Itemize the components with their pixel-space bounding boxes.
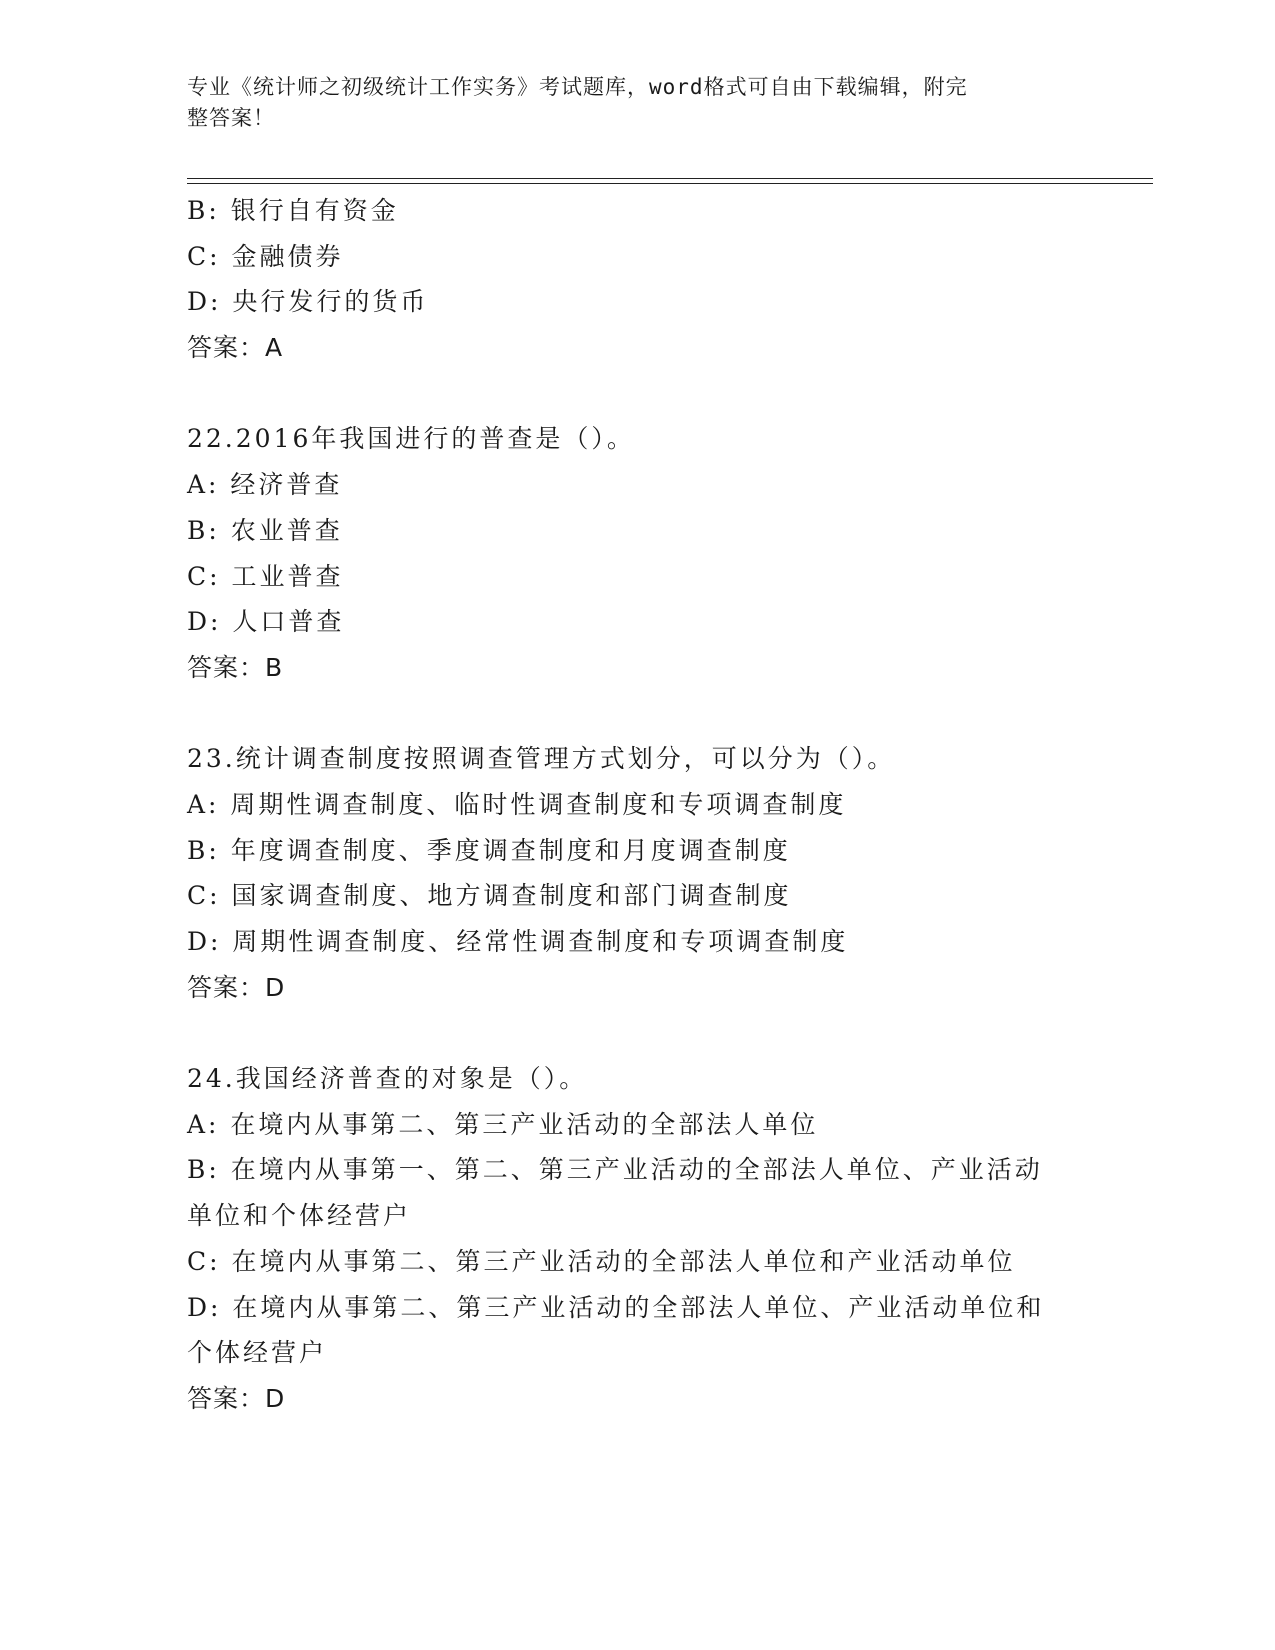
question-24 <box>187 1056 1087 1422</box>
question-23 <box>187 736 1087 1010</box>
option-c: C: 工业普查 <box>187 561 344 591</box>
document-header <box>187 72 1067 134</box>
question-stem: 23.统计调查制度按照调查管理方式划分，可以分为（）。 <box>187 744 896 774</box>
question-21-continued <box>187 188 1087 371</box>
option-b: B: 农业普查 <box>187 515 343 545</box>
header-line-2: 整答案！ <box>187 106 275 130</box>
question-spacer <box>187 371 1087 417</box>
question-stem: 24.我国经济普查的对象是（）。 <box>187 1064 588 1094</box>
option-b: B: 银行自有资金 <box>187 196 399 225</box>
question-stem: 22.2016年我国进行的普查是（）。 <box>187 424 635 454</box>
option-b-continued: 单位和个体经营户 <box>187 1201 412 1231</box>
option-d: D: 周期性调查制度、经常性调查制度和专项调查制度 <box>187 927 849 956</box>
answer-line: 答案：D <box>187 1383 286 1413</box>
option-c: C: 金融债券 <box>187 241 344 271</box>
answer-line: 答案：D <box>187 972 286 1002</box>
option-c: C: 国家调查制度、地方调查制度和部门调查制度 <box>187 881 792 911</box>
answer-line: 答案：A <box>187 333 284 363</box>
option-a: A: 经济普查 <box>187 470 343 500</box>
answer-line: 答案：B <box>187 652 284 682</box>
option-a: A: 周期性调查制度、临时性调查制度和专项调查制度 <box>187 789 847 819</box>
option-d-continued: 个体经营户 <box>187 1338 328 1368</box>
question-list <box>187 188 1087 1422</box>
header-divider-top <box>187 178 1153 179</box>
header-line-1: 专业《统计师之初级统计工作实务》考试题库，word格式可自由下载编辑，附完 <box>187 75 968 99</box>
header-divider-bottom <box>187 183 1153 184</box>
option-a: A: 在境内从事第二、第三产业活动的全部法人单位 <box>187 1109 819 1139</box>
option-b: B: 在境内从事第一、第二、第三产业活动的全部法人单位、产业活动 <box>187 1155 1043 1185</box>
option-d: D: 人口普查 <box>187 607 345 637</box>
option-d: D: 央行发行的货币 <box>187 287 429 317</box>
question-spacer <box>187 691 1087 737</box>
option-c: C: 在境内从事第二、第三产业活动的全部法人单位和产业活动单位 <box>187 1246 1016 1276</box>
option-b: B: 年度调查制度、季度调查制度和月度调查制度 <box>187 835 791 865</box>
question-22 <box>187 416 1087 690</box>
option-d: D: 在境内从事第二、第三产业活动的全部法人单位、产业活动单位和 <box>187 1292 1045 1322</box>
question-spacer <box>187 1010 1087 1056</box>
